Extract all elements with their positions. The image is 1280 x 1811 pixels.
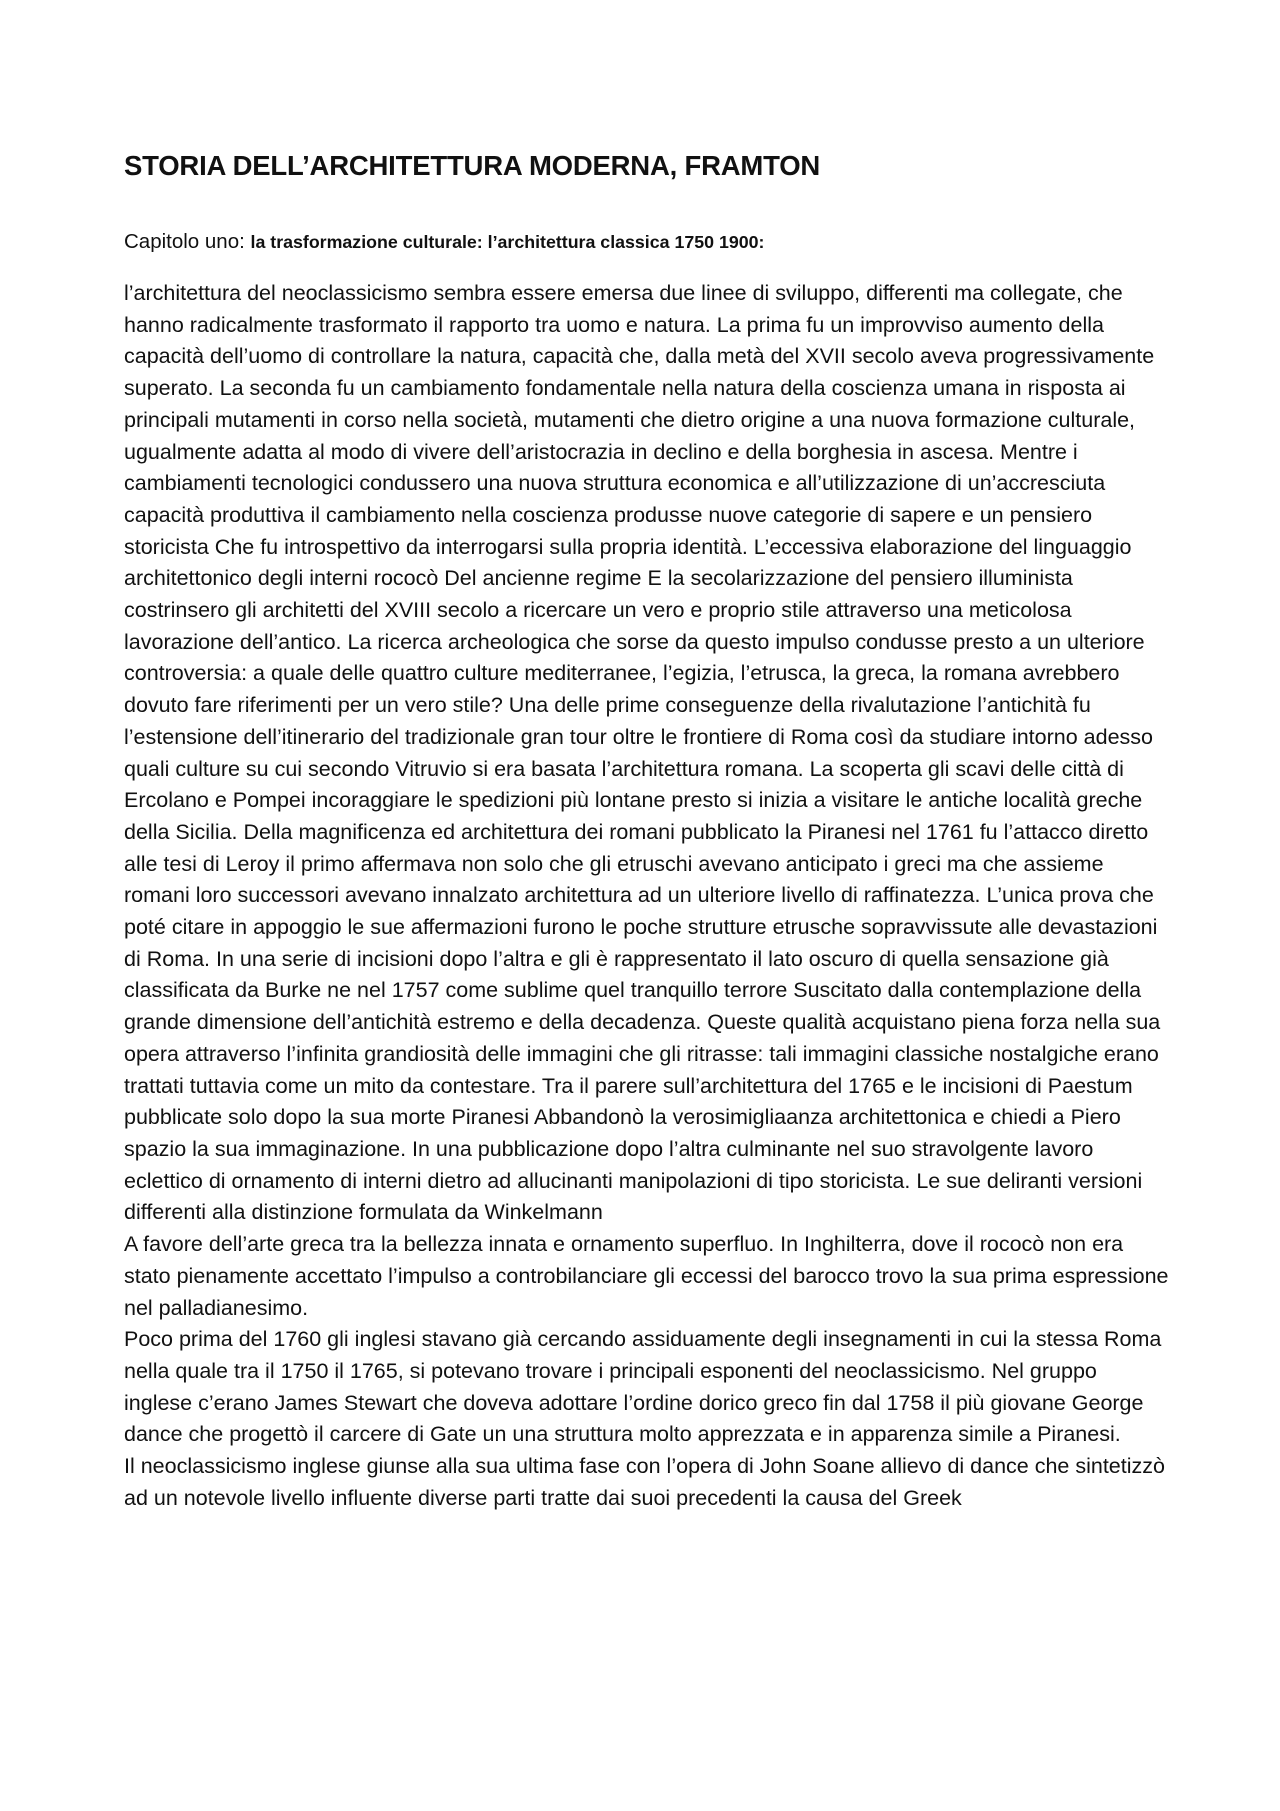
document-body — [124, 278, 1170, 1514]
paragraph: Poco prima del 1760 gli inglesi stavano già cercando assiduamente degli insegnamenti in cui la stessa Roma nella quale tra il 1750 il 1765, si potevano trovare i principali esponenti del neoclassicismo. Nel gruppo inglese c’erano James Stewart che doveva adottare l’ordine dorico greco fin dal 1758 il più giovane George dance che progettò il carcere di Gate un una struttura molto apprezzata e in apparenza simile a Piranesi. — [124, 1327, 1162, 1447]
chapter-title: la trasformazione culturale: l’architettura classica 1750 1900: — [250, 232, 765, 252]
paragraph: Il neoclassicismo inglese giunse alla sua ultima fase con l’opera di John Soane allievo di dance che sintetizzò ad un notevole livello influente diverse parti tratte dai suoi precedenti la causa del Greek — [124, 1454, 1165, 1510]
document-title: STORIA DELL’ARCHITETTURA MODERNA, FRAMTON — [124, 150, 821, 181]
chapter-label: Capitolo uno: — [124, 230, 251, 253]
document-page — [124, 150, 1170, 1514]
paragraph: l’architettura del neoclassicismo sembra essere emersa due linee di sviluppo, differenti ma collegate, che hanno radicalmente trasformato il rapporto tra uomo e natura. La prima fu un improvviso aumento della capacità dell’uomo di controllare la natura, capacità che, dalla metà del XVII secolo aveva progressivamente superato. La seconda fu un cambiamento fondamentale nella natura della coscienza umana in risposta ai principali mutamenti in corso nella società, mutamenti che dietro origine a una nuova formazione culturale, ugualmente adatta al modo di vivere dell’aristocrazia in declino e della borghesia in ascesa. Mentre i cambiamenti tecnologici condussero una nuova struttura economica e all’utilizzazione di un’accresciuta capacità produttiva il cambiamento nella coscienza produsse nuove categorie di sapere e un pensiero storicista Che fu introspettivo da interrogarsi sulla propria identità. L’eccessiva elaborazione del linguaggio architettonico degli interni rococò Del ancienne regime E la secolarizzazione del pensiero illuminista costrinsero gli architetti del XVIII secolo a ricercare un vero e proprio stile attraverso una meticolosa lavorazione dell’antico. La ricerca archeologica che sorse da questo impulso condusse presto a un ulteriore controversia: a quale delle quattro culture mediterranee, l’egizia, l’etrusca, la greca, la romana avrebbero dovuto fare riferimenti per un vero stile? Una delle prime conseguenze della rivalutazione l’antichità fu l’estensione dell’itinerario del tradizionale gran tour oltre le frontiere di Roma così da studiare intorno adesso quali culture su cui secondo Vitruvio si era basata l’architettura romana. La scoperta gli scavi delle città di Ercolano e Pompei incoraggiare le spedizioni più lontane presto si inizia a visitare le antiche località greche della Sicilia. Della magnificenza ed architettura dei romani pubblicato la Piranesi nel 1761 fu l’attacco diretto alle tesi di Leroy il primo affermava non solo che gli etruschi avevano anticipato i greci ma che assieme romani loro successori avevano innalzato architettura ad un ulteriore livello di raffinatezza. L’unica prova che poté citare in appoggio le sue affermazioni furono le poche strutture etrusche sopravvissute alle devastazioni di Roma. In una serie di incisioni dopo l’altra e gli è rappresentato il lato oscuro di quella sensazione già classificata da Burke ne nel 1757 come sublime quel tranquillo terrore Suscitato dalla contemplazione della grande dimensione dell’antichità estremo e della decadenza. Queste qualità acquistano piena forza nella sua opera attraverso l’infinita grandiosità delle immagini che gli ritrasse: tali immagini classiche nostalgiche erano trattati tuttavia come un mito da contestare. Tra il parere sull’architettura del 1765 e le incisioni di Paestum pubblicate solo dopo la sua morte Piranesi Abbandonò la verosimigliaanza architettonica e chiedi a Piero spazio la sua immaginazione. In una pubblicazione dopo l’altra culminante nel suo stravolgente lavoro eclettico di ornamento di interni dietro ad allucinanti manipolazioni di tipo storicista. Le sue deliranti versioni differenti alla distinzione formulata da Winkelmann — [124, 281, 1161, 1225]
paragraph: A favore dell’arte greca tra la bellezza innata e ornamento superfluo. In Inghilterra, dove il rococò non era stato pienamente accettato l’impulso a controbilanciare gli eccessi del barocco trovo la sua prima espressione nel palladianesimo. — [124, 1232, 1169, 1320]
chapter-heading — [124, 230, 1170, 254]
